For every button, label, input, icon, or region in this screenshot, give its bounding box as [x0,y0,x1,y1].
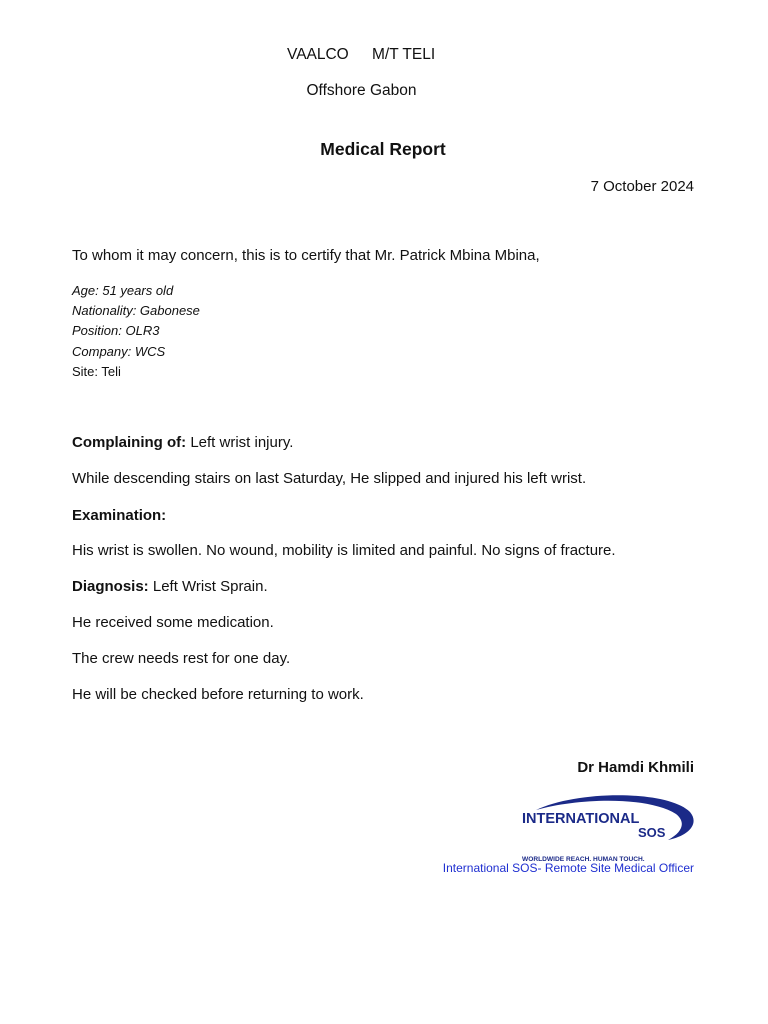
logo-line2: SOS [638,825,666,840]
signature-caption: International SOS- Remote Site Medical Officer [442,861,694,875]
detail-company: Company: WCS [72,344,166,359]
examination-label: Examination: [72,507,167,524]
complaint-value: Left wrist injury. [186,434,294,451]
logo-line1: INTERNATIONAL [522,811,640,827]
diagnosis-label: Diagnosis: [72,578,149,595]
detail-age: Age: 51 years old [72,283,174,298]
complaint-line [72,434,293,451]
header-vessel: M/T TELI [372,46,436,63]
international-sos-logo [518,792,700,864]
examination-text: His wrist is swollen. No wound, mobility is limited and painful. No signs of fracture. [72,542,616,559]
note-rest: The crew needs rest for one day. [72,650,291,667]
history-text: While descending stairs on last Saturday, He slipped and injured his left wrist. [72,470,587,487]
complaint-label: Complaining of: [72,434,187,451]
header-company: VAALCO [287,46,349,63]
doctor-name: Dr Hamdi Khmili [577,759,694,776]
intro-text: To whom it may concern, this is to certify that Mr. Patrick Mbina Mbina, [72,247,540,264]
diagnosis-value: Left Wrist Sprain. [148,578,268,595]
detail-nationality: Nationality: Gabonese [72,303,200,318]
note-medication: He received some medication. [72,614,274,631]
header-location: Offshore Gabon [306,82,417,99]
note-check: He will be checked before returning to work. [72,686,364,703]
diagnosis-line [72,578,268,595]
document-title: Medical Report [320,139,446,159]
detail-site: Site: Teli [72,364,121,379]
report-date: 7 October 2024 [590,178,694,195]
detail-position: Position: OLR3 [72,323,160,338]
logo-tagline: WORLDWIDE REACH. HUMAN TOUCH. [522,856,645,863]
